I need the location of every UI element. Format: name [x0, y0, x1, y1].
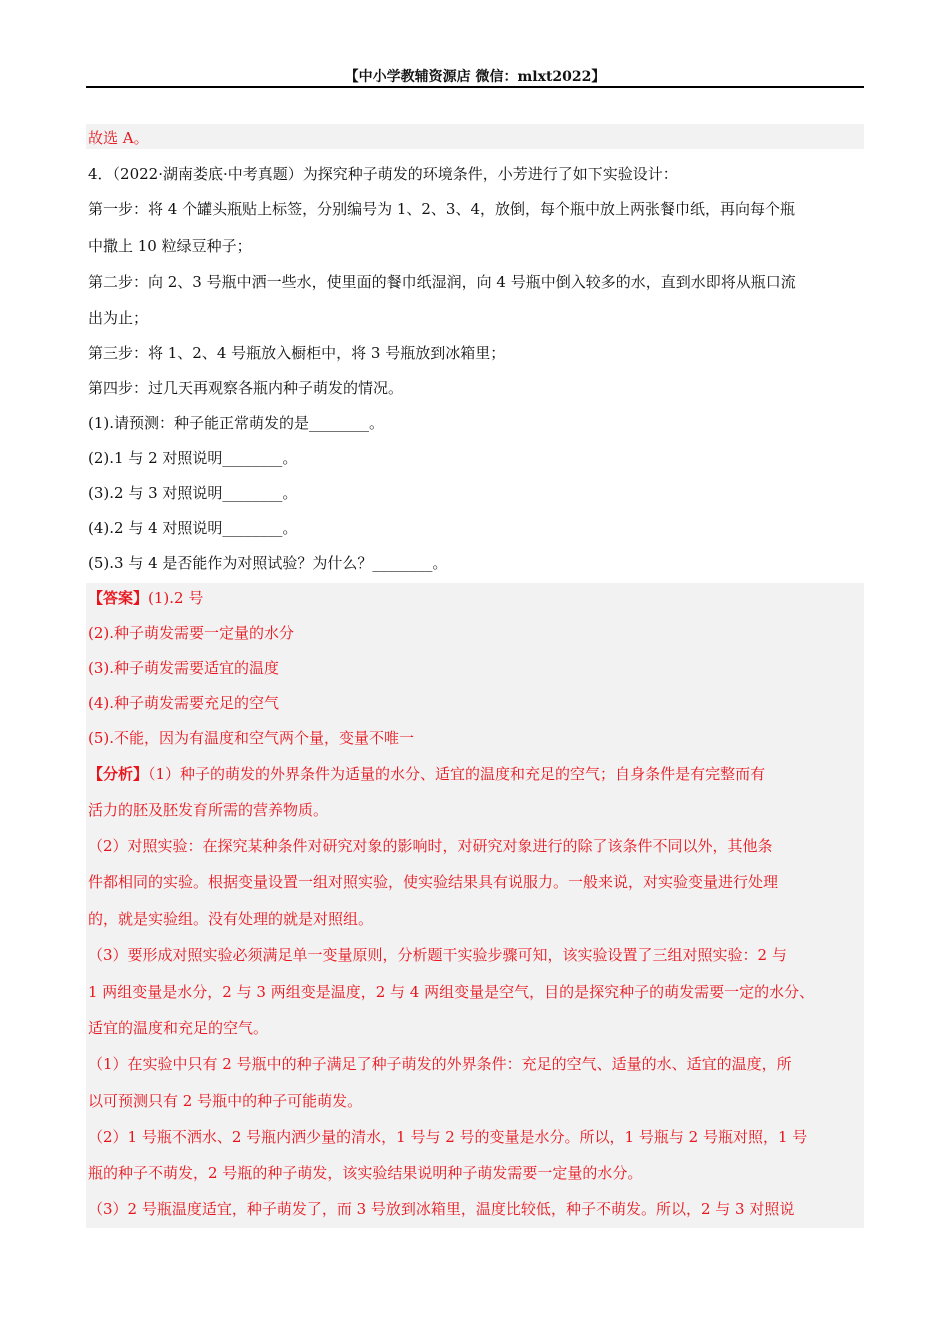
analysis-line: （2）对照实验：在探究某种条件对研究对象的影响时，对研究对象进行的除了该条件不同以外，其他条	[88, 837, 773, 855]
answer-item: (3).种子萌发需要适宜的温度	[88, 659, 280, 677]
answer-item: (2).种子萌发需要一定量的水分	[88, 624, 295, 642]
subquestion: (4).2 与 4 对照说明________。	[88, 519, 298, 537]
analysis-line: （1）在实验中只有 2 号瓶中的种子满足了种子萌发的外界条件：充足的空气、适量的水、适宜的温度，所	[88, 1055, 792, 1073]
answer-item: (5).不能，因为有温度和空气两个量，变量不唯一	[88, 729, 415, 747]
subquestion: (3).2 与 3 对照说明________。	[88, 484, 298, 502]
header-rule	[86, 86, 864, 88]
step-line: 出为止；	[88, 309, 149, 327]
answer-text: (1).2 号	[148, 589, 204, 607]
header-title: 【中小学教辅资源店 微信：mlxt2022】	[344, 69, 606, 85]
step-line: 第三步：将 1、2、4 号瓶放入橱柜中，将 3 号瓶放到冰箱里；	[88, 344, 506, 362]
step-line: 中撒上 10 粒绿豆种子；	[88, 237, 252, 255]
analysis-text: （1）种子的萌发的外界条件为适量的水分、适宜的温度和充足的空气；自身条件是有完整而有	[148, 765, 766, 783]
subquestion: (5).3 与 4 是否能作为对照试验？为什么？________。	[88, 554, 448, 572]
analysis-line: 1 两组变量是水分，2 与 3 两组变是温度，2 与 4 两组变量是空气，目的是探究种子的萌发需要一定的水分、	[88, 983, 815, 1001]
analysis-line: 瓶的种子不萌发，2 号瓶的种子萌发，该实验结果说明种子萌发需要一定量的水分。	[88, 1164, 643, 1182]
prev-answer: 故选 A。	[88, 129, 149, 147]
step-line: 第一步：将 4 个罐头瓶贴上标签，分别编号为 1、2、3、4，放倒，每个瓶中放上两张餐巾纸，再向每个瓶	[88, 200, 796, 218]
analysis-first-line	[88, 764, 864, 784]
subquestion: (2).1 与 2 对照说明________。	[88, 449, 298, 467]
analysis-line: （3）要形成对照实验必须满足单一变量原则，分析题干实验步骤可知，该实验设置了三组对照实验：2 与	[88, 946, 787, 964]
subquestion: (1).请预测：种子能正常萌发的是________。	[88, 414, 385, 432]
answer-item: (4).种子萌发需要充足的空气	[88, 694, 280, 712]
step-line: 第二步：向 2、3 号瓶中洒一些水，使里面的餐巾纸湿润，向 4 号瓶中倒入较多的水，直到水即将从瓶口流	[88, 273, 796, 291]
answer-first-line	[88, 588, 864, 608]
analysis-label: 【分析】	[88, 765, 149, 783]
analysis-line: （3）2 号瓶温度适宜，种子萌发了，而 3 号放到冰箱里，温度比较低，种子不萌发。所以，2 与 3 对照说	[88, 1200, 795, 1218]
analysis-line: 件都相同的实验。根据变量设置一组对照实验，使实验结果具有说服力。一般来说，对实验变量进行处理	[88, 873, 779, 891]
analysis-line: 以可预测只有 2 号瓶中的种子可能萌发。	[88, 1092, 363, 1110]
answer-label: 【答案】	[88, 589, 149, 607]
analysis-line: 适宜的温度和充足的空气。	[88, 1019, 269, 1037]
analysis-line: （2）1 号瓶不洒水、2 号瓶内洒少量的清水，1 号与 2 号的变量是水分。所以，1 号瓶与 2 号瓶对照，1 号	[88, 1128, 808, 1146]
analysis-line: 的，就是实验组。没有处理的就是对照组。	[88, 910, 374, 928]
question-stem: 4．（2022·湖南娄底·中考真题）为探究种子萌发的环境条件，小芳进行了如下实验设计：	[88, 165, 678, 183]
analysis-line: 活力的胚及胚发育所需的营养物质。	[88, 801, 329, 819]
step-line: 第四步：过几天再观察各瓶内种子萌发的情况。	[88, 379, 404, 397]
